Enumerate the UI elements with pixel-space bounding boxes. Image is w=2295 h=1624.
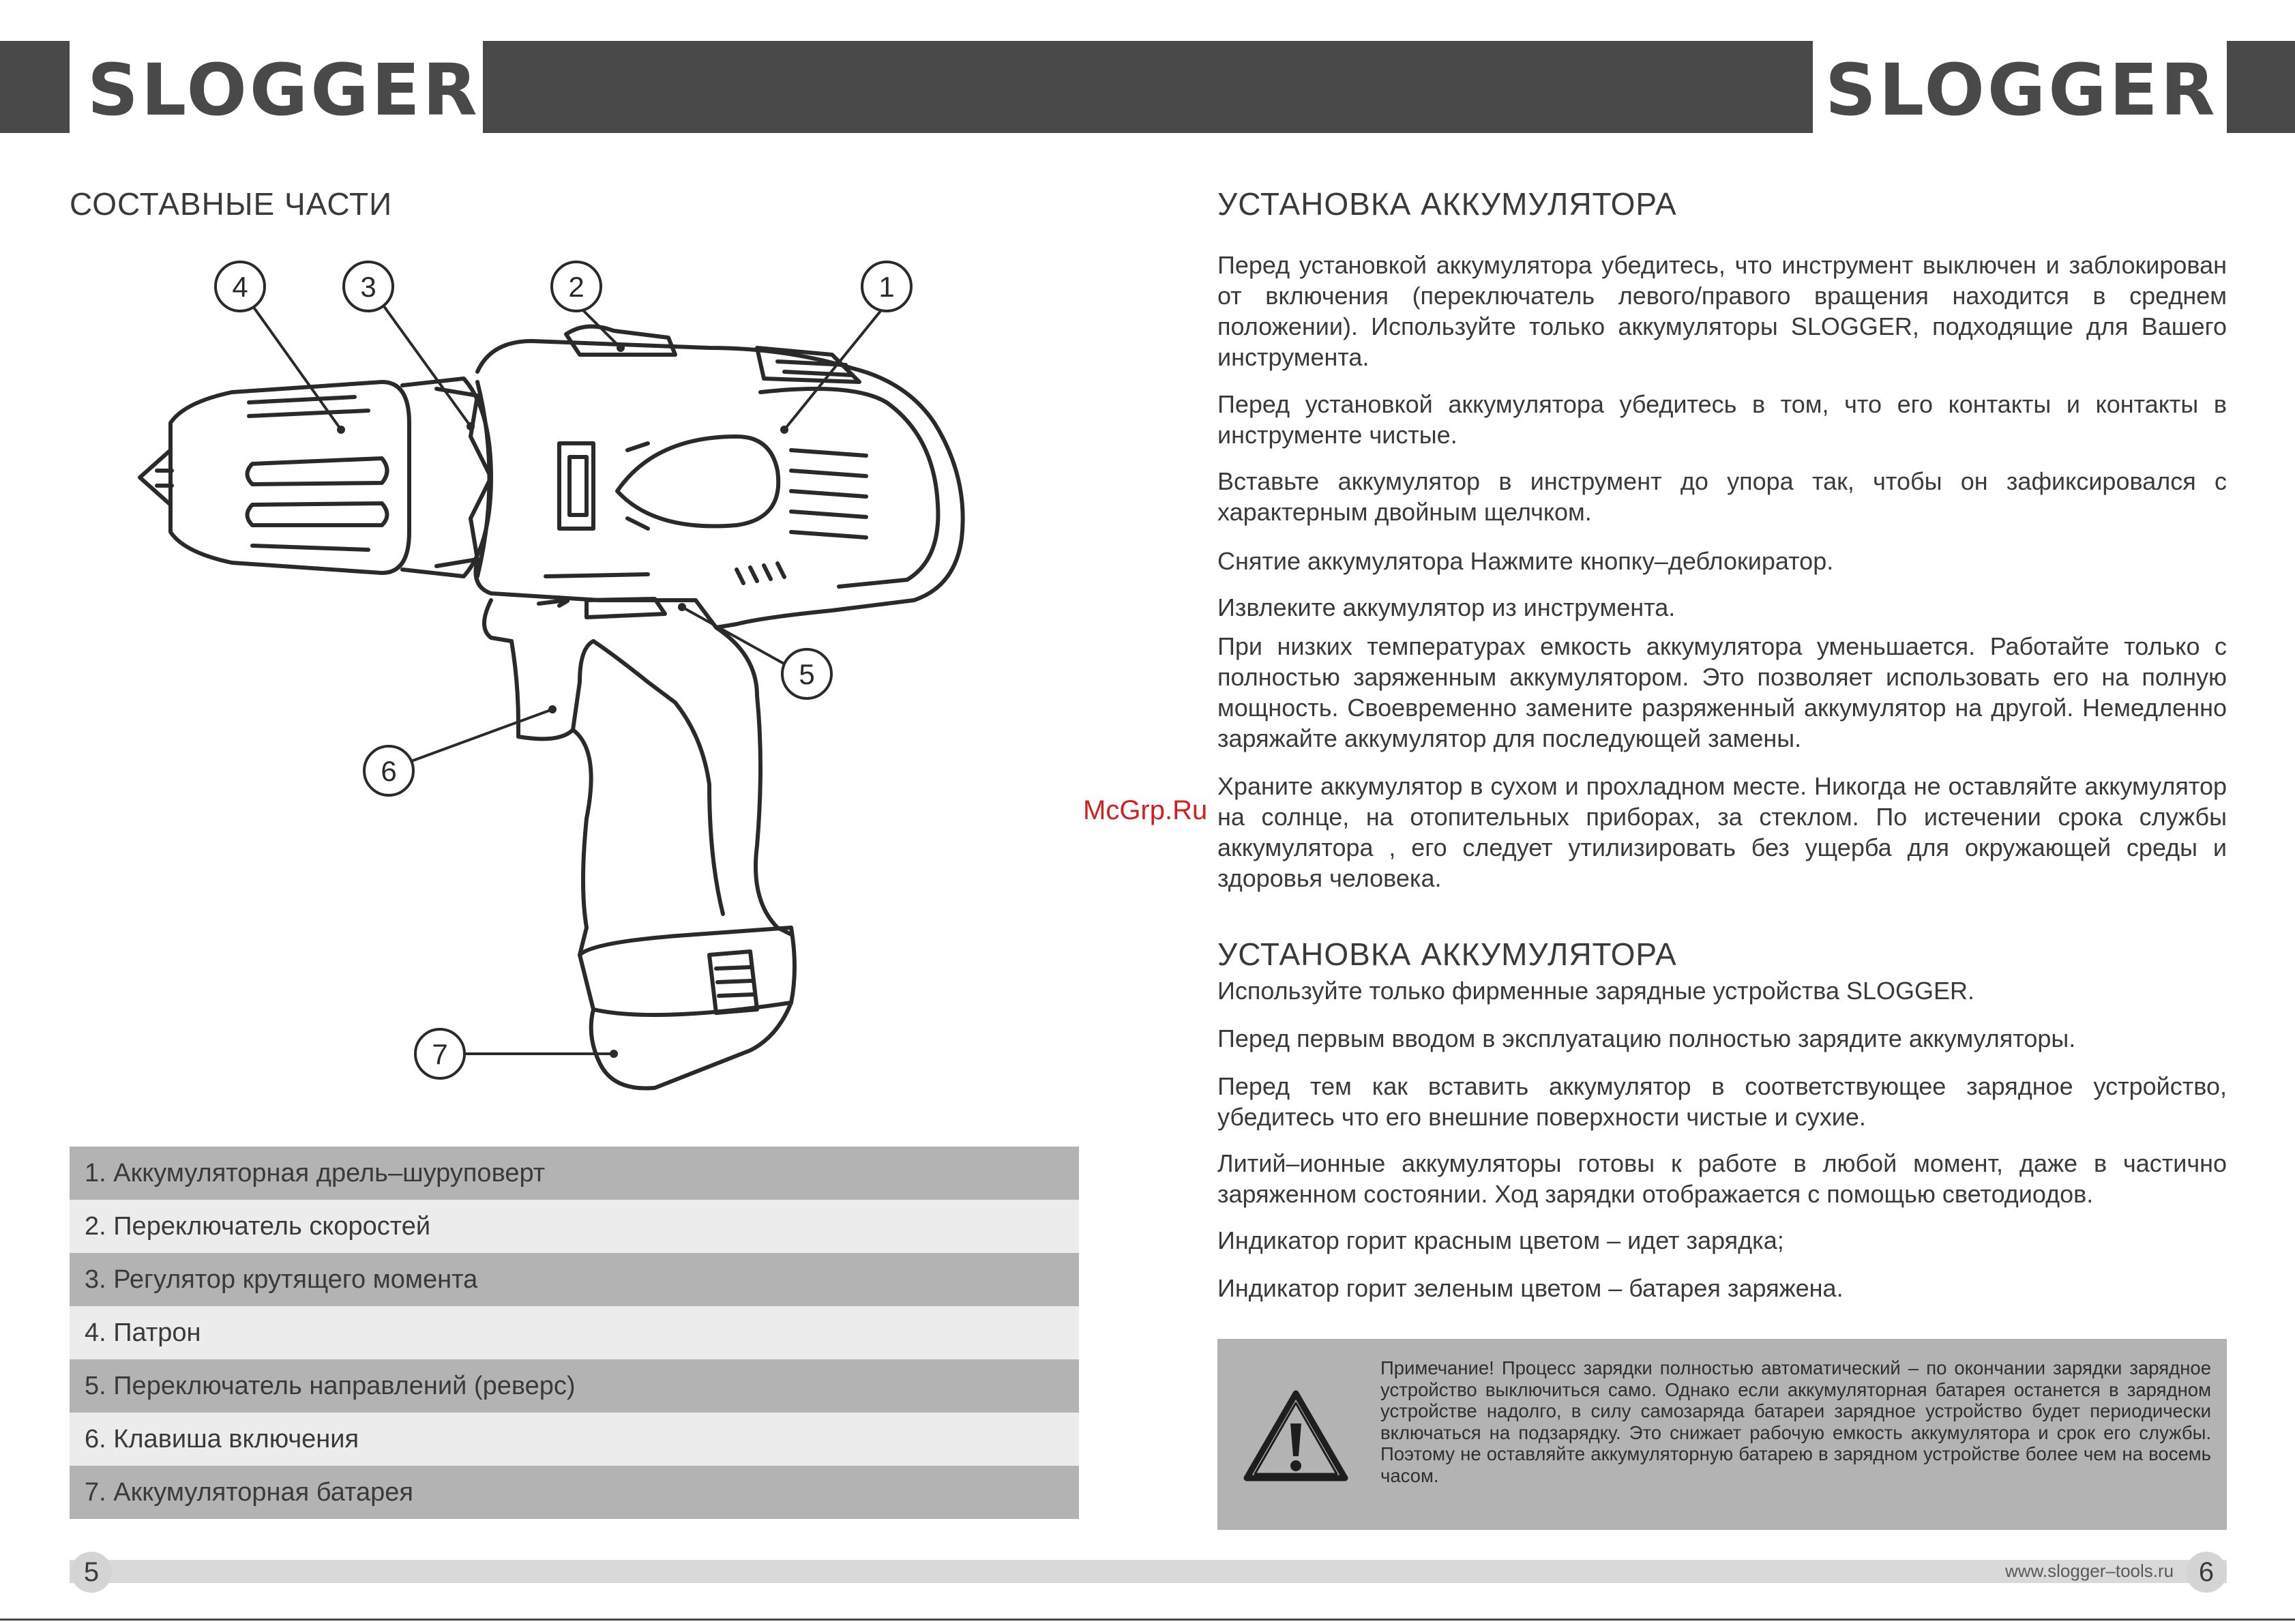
paragraph: Перед тем как вставить аккумулятор в соответствующее зарядное устройство, убедитесь что его внешние поверхности чистые и сухие. <box>1217 1072 2227 1131</box>
callout-6: 6 <box>381 755 397 787</box>
paragraph: Перед установкой аккумулятора убедитесь, что инструмент выключен и заблокирован от включения (переключатель левого/правого вращения находится в среднем положении). Используйте только аккумуляторы SLOGGER, подходящие для Вашего инструмента. <box>1217 251 2227 371</box>
parts-list-item: 4. Патрон <box>70 1306 1079 1359</box>
parts-title: СОСТАВНЫЕ ЧАСТИ <box>70 186 393 222</box>
section1-title: УСТАНОВКА АККУМУЛЯТОРА <box>1217 186 1677 222</box>
paragraph: Перед первым вводом в эксплуатацию полностью зарядите аккумуляторы. <box>1217 1024 2076 1052</box>
section2-title: УСТАНОВКА АККУМУЛЯТОРА <box>1217 936 1677 972</box>
paragraph: Снятие аккумулятора Нажмите кнопку–деблокиратор. <box>1217 547 1834 575</box>
parts-list-item: 2. Переключатель скоростей <box>70 1200 1079 1253</box>
paragraph: Индикатор горит зеленым цветом – батарея заряжена. <box>1217 1274 1844 1302</box>
parts-list-item: 5. Переключатель направлений (реверс) <box>70 1359 1079 1413</box>
brand-logo-right: SLOGGER <box>1825 48 2218 132</box>
paragraph: При низких температурах емкость аккумулятора уменьшается. Работайте только с полностью заряженным аккумулятором. Это позволяет использовать его на полную мощность. Своевременно замените разряженный аккумулятор на другой. Немедленно заряжайте аккумулятор для последующей замены. <box>1217 632 2227 752</box>
callout-7: 7 <box>432 1038 448 1070</box>
parts-list-item: 1. Аккумуляторная дрель–шуруповерт <box>70 1147 1079 1200</box>
footer-bar <box>70 1560 2227 1583</box>
header-right-tab <box>2227 41 2295 133</box>
bottom-rule <box>0 1619 2295 1621</box>
callout-2: 2 <box>568 271 584 303</box>
callout-1: 1 <box>878 271 895 303</box>
paragraph: Индикатор горит красным цветом – идет зарядка; <box>1217 1226 1784 1254</box>
header-center-bar <box>483 41 1813 133</box>
drill-illustration <box>102 246 989 1119</box>
brand-logo-left: SLOGGER <box>87 48 480 132</box>
note-text: Примечание! Процесс зарядки полностью автоматический – по окончании зарядки зарядное устройство выключиться само. Однако если аккумуляторная батарея останется в зарядном устройстве надолго, в силу самозаряда батареи зарядное устройство будет периодически включаться на подзарядку. Это снижает рабочую емкость аккумулятора и срок его службы. Поэтому не оставляйте аккумуляторную батарею в зарядном устройстве более чем на восемь часом. <box>1380 1357 2211 1486</box>
parts-list-item: 3. Регулятор крутящего момента <box>70 1253 1079 1306</box>
paragraph: Литий–ионные аккумуляторы готовы к работе в любой момент, даже в частично заряженном состоянии. Ход зарядки отображается с помощью светодиодов. <box>1217 1149 2227 1208</box>
callout-3: 3 <box>360 271 376 303</box>
watermark: McGrp.Ru <box>1083 795 1208 825</box>
parts-list <box>70 1147 1079 1519</box>
callout-4: 4 <box>232 271 248 303</box>
page-number-left: 5 <box>71 1552 112 1593</box>
parts-list-item: 7. Аккумуляторная батарея <box>70 1466 1079 1519</box>
warning-icon <box>1241 1388 1350 1483</box>
paragraph: Извлеките аккумулятор из инструмента. <box>1217 593 1676 621</box>
parts-list-item: 6. Клавиша включения <box>70 1413 1079 1466</box>
page-number-right: 6 <box>2186 1552 2227 1593</box>
footer-url: www.slogger–tools.ru <box>2005 1561 2174 1581</box>
header-left-tab <box>0 41 70 133</box>
paragraph: Используйте только фирменные зарядные устройства SLOGGER. <box>1217 977 1975 1005</box>
paragraph: Перед установкой аккумулятора убедитесь в том, что его контакты и контакты в инструменте чистые. <box>1217 390 2227 449</box>
paragraph: Вставьте аккумулятор в инструмент до упора так, чтобы он зафиксировался с характерным двойным щелчком. <box>1217 467 2227 526</box>
callout-5: 5 <box>799 658 815 690</box>
paragraph: Храните аккумулятор в сухом и прохладном месте. Никогда не оставляйте аккумулятор на солнце, на отопительных приборах, за стеклом. По истечении срока службы аккумулятора , его следует утилизировать без ущерба для окружающей среды и здоровья человека. <box>1217 772 2227 892</box>
